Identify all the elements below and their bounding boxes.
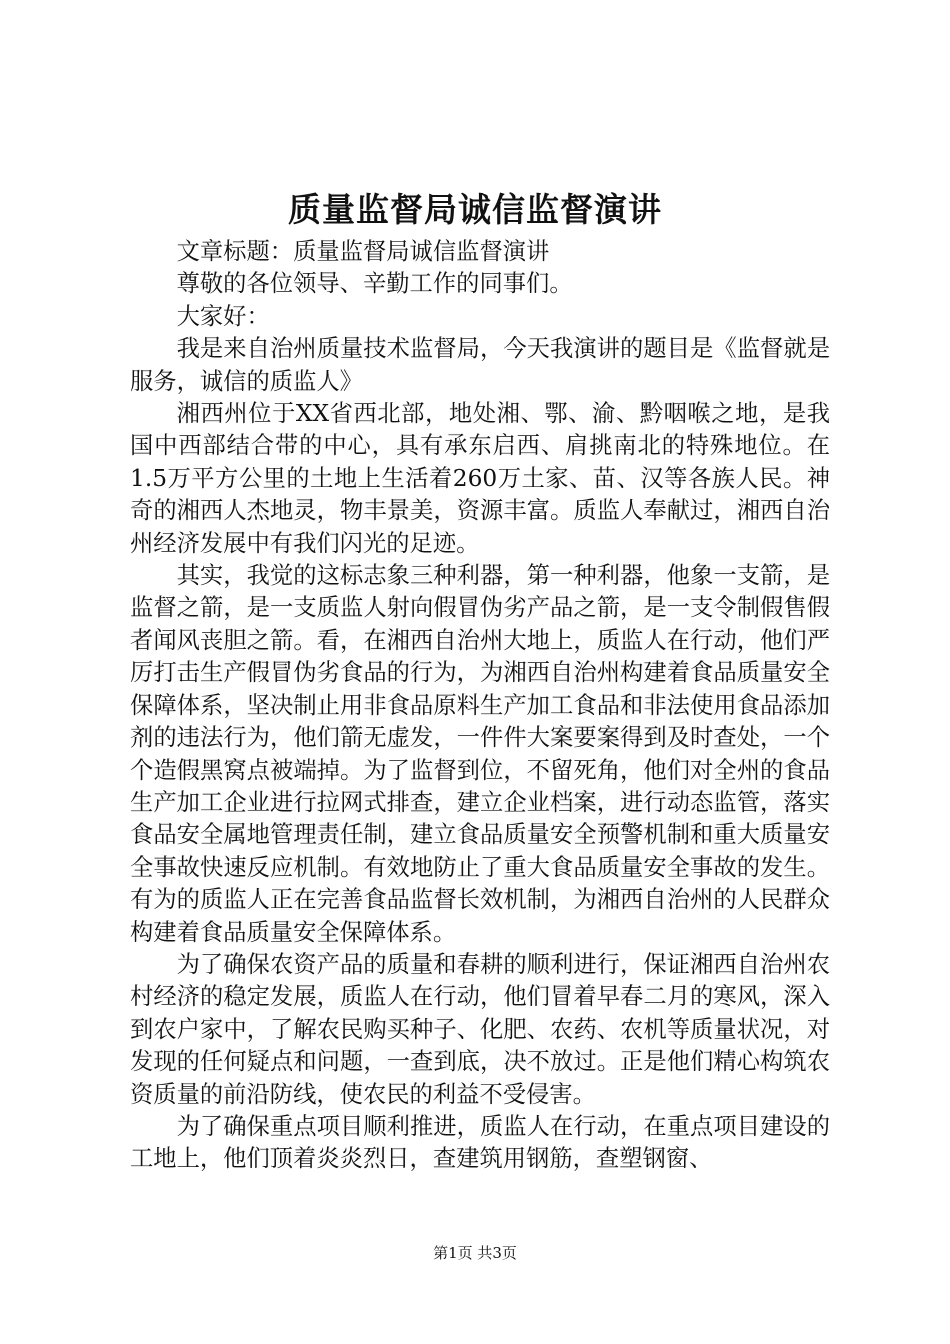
paragraph-xiangxi: 湘西州位于XX省西北部，地处湘、鄂、渝、黔咽喉之地，是我国中西部结合带的中心，具有承东启西、肩挑南北的特殊地位。在1.5万平方公里的土地上生活着260万土家、苗、汉等各族人民。神奇的湘西人杰地灵，物丰景美，资源丰富。质监人奉献过，湘西自治州经济发展中有我们闪光的足迹。 bbox=[130, 400, 830, 557]
paragraph-salutation: 尊敬的各位领导、辛勤工作的同事们。 bbox=[176, 270, 573, 298]
paragraph-greeting: 大家好： bbox=[176, 302, 270, 330]
paragraph-projects: 为了确保重点项目顺利推进，质监人在行动，在重点项目建设的工地上，他们顶着炎炎烈日，查建筑用钢筋，查塑钢窗、 bbox=[130, 1112, 830, 1173]
document-body bbox=[130, 236, 830, 1176]
paragraph-agriculture: 为了确保农资产品的质量和春耕的顺利进行，保证湘西自治州农村经济的稳定发展，质监人在行动，他们冒着早春二月的寒风，深入到农户家中，了解农民购买种子、化肥、农药、农机等质量状况，对发现的任何疑点和问题，一查到底，决不放过。正是他们精心构筑农资质量的前沿防线，使农民的利益不受侵害。 bbox=[130, 950, 830, 1108]
paragraph-article-title: 文章标题：质量监督局诚信监督演讲 bbox=[176, 238, 550, 265]
paragraph-arrow: 其实，我觉的这标志象三种利器，第一种利器，他象一支箭，是监督之箭，是一支质监人射向假冒伪劣产品之箭，是一支令制假售假者闻风丧胆之箭。看，在湘西自治州大地上，质监人在行动，他们严厉打击生产假冒伪劣食品的行为，为湘西自治州构建着食品质量安全保障体系，坚决制止用非食品原料生产加工食品和非法使用食品添加剂的违法行为，他们箭无虚发，一件件大案要案得到及时查处，一个个造假黑窝点被端掉。为了监督到位，不留死角，他们对全州的食品生产加工企业进行拉网式排查，建立企业档案，进行动态监管，落实食品安全属地管理责任制，建立食品质量安全预警机制和重大质量安全事故快速反应机制。有效地防止了重大食品质量安全事故的发生。有为的质监人正在完善食品监督长效机制，为湘西自治州的人民群众构建着食品质量安全保障体系。 bbox=[130, 562, 830, 946]
page-number: 第1页 共3页 bbox=[433, 1244, 517, 1262]
paragraph-intro: 我是来自治州质量技术监督局，今天我演讲的题目是《监督就是服务，诚信的质监人》 bbox=[130, 335, 830, 395]
document-title: 质量监督局诚信监督演讲 bbox=[288, 190, 662, 229]
